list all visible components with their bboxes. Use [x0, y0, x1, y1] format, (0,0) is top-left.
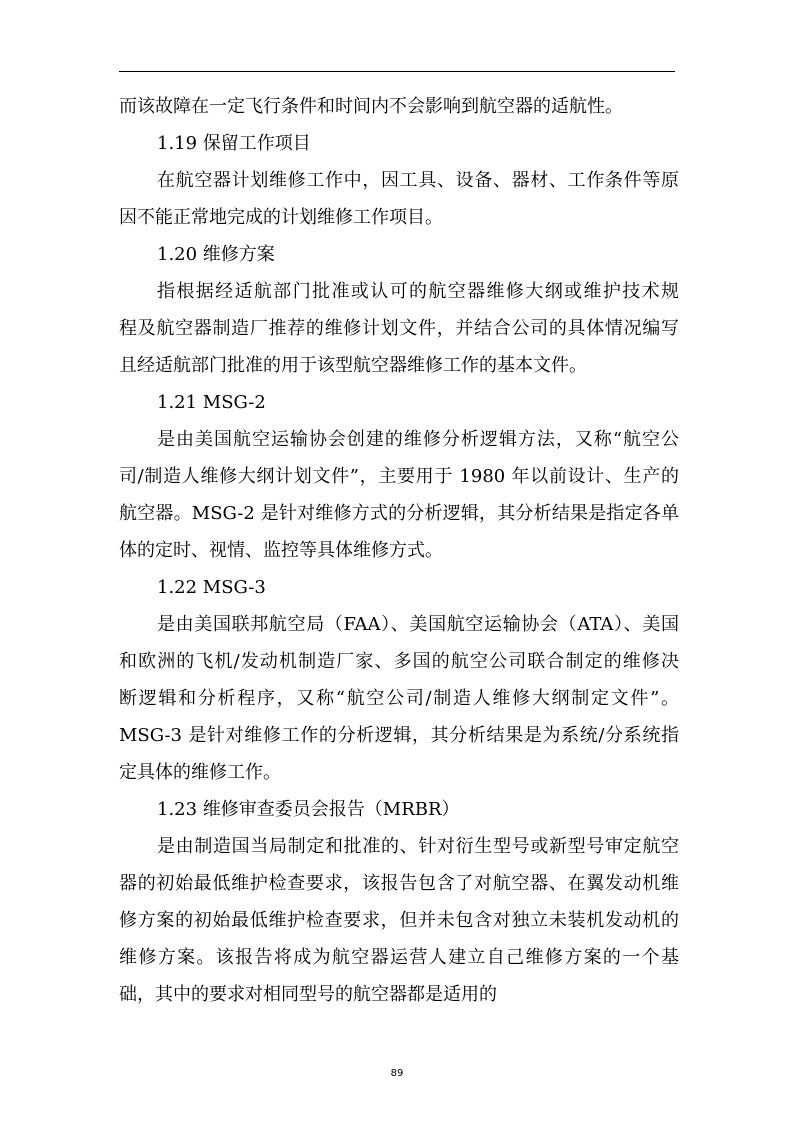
body-line: 航空器。MSG-2 是针对维修方式的分析逻辑，其分析结果是指定各单: [119, 503, 679, 524]
body-line: 和欧洲的飞机/发动机制造厂家、多国的航空公司联合制定的维修决: [119, 651, 679, 672]
body-line: 在航空器计划维修工作中，因工具、设备、器材、工作条件等原: [157, 170, 679, 191]
body-line: 础，其中的要求对相同型号的航空器都是适用的: [119, 984, 497, 1005]
body-line: 程及航空器制造厂推荐的维修计划文件，并结合公司的具体情况编写: [119, 318, 679, 339]
body-line: 体的定时、视情、监控等具体维修方式。: [119, 540, 443, 561]
body-line: 断逻辑和分析程序，又称“航空公司/制造人维修大纲制定文件”。: [119, 688, 679, 709]
body-line: 而该故障在一定飞行条件和时间内不会影响到航空器的适航性。: [119, 96, 623, 117]
body-line: 是由制造国当局制定和批准的、针对衍生型号或新型号审定航空: [157, 836, 679, 857]
document-body: [119, 88, 679, 1013]
body-line: 器的初始最低维护检查要求，该报告包含了对航空器、在翼发动机维: [119, 873, 679, 894]
body-line: 定具体的维修工作。: [119, 762, 281, 783]
section-heading-1-19: 1.19 保留工作项目: [157, 133, 311, 154]
body-line: 指根据经适航部门批准或认可的航空器维修大纲或维护技术规: [157, 281, 679, 302]
body-line: MSG-3 是针对维修工作的分析逻辑，其分析结果是为系统/分系统指: [119, 725, 679, 746]
header-rule: [119, 71, 675, 72]
body-line: 修方案的初始最低维护检查要求，但并未包含对独立未装机发动机的: [119, 910, 679, 931]
body-line: 是由美国航空运输协会创建的维修分析逻辑方法，又称“航空公: [157, 429, 679, 450]
section-heading-1-22: 1.22 MSG-3: [157, 577, 266, 598]
body-line: 维修方案。该报告将成为航空器运营人建立自己维修方案的一个基: [119, 947, 679, 968]
body-line: 且经适航部门批准的用于该型航空器维修工作的基本文件。: [119, 355, 587, 376]
section-heading-1-23: 1.23 维修审查委员会报告（MRBR）: [157, 799, 460, 820]
body-line: 是由美国联邦航空局（FAA）、美国航空运输协会（ATA）、美国: [157, 614, 679, 635]
body-line: 司/制造人维修大纲计划文件”，主要用于 1980 年以前设计、生产的: [119, 466, 679, 487]
body-line: 因不能正常地完成的计划维修工作项目。: [119, 207, 443, 228]
page-number: 89: [390, 1068, 404, 1079]
section-heading-1-20: 1.20 维修方案: [157, 244, 275, 265]
section-heading-1-21: 1.21 MSG-2: [157, 392, 266, 413]
